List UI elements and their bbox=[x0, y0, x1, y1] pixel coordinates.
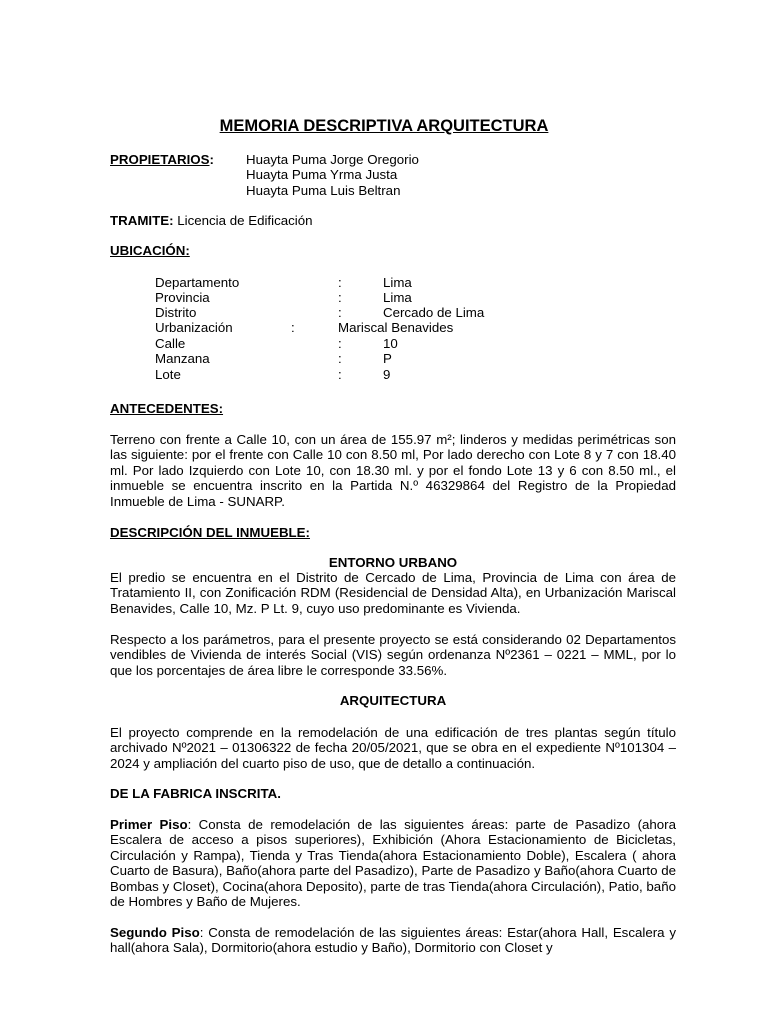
arquitectura-paragraph: El proyecto comprende en la remodelación de una edificación de tres plantas según título archivado Nº2021 – 01306322 de fecha 20/05/2021, que se obra en el expediente Nº101304 – 2024 y ampliación del cuarto piso de uso, que de detallo a continuación. bbox=[110, 725, 676, 771]
tramite-label: TRAMITE: bbox=[110, 213, 174, 228]
ubicacion-row bbox=[155, 320, 675, 335]
antecedentes-paragraph: Terreno con frente a Calle 10, con un área de 155.97 m²; linderos y medidas perimétricas son las siguiente: por el frente con Calle 10 con 8.50 ml, Por lado derecho con Lote 8 y 7 con 18.40 ml. Por lado Izquierdo con Lote 10, con 18.30 ml. y por el fondo Lote 13 y 6 con 8.50 ml., el inmueble se encuentra inscrito en la Partida N.º 46329864 del Registro de la Propiedad Inmueble de Lima - SUNARP. bbox=[110, 432, 676, 509]
ubicacion-row bbox=[155, 290, 675, 305]
ubicacion-row bbox=[155, 275, 675, 290]
ubicacion-row bbox=[155, 351, 675, 366]
ubicacion-value: 10 bbox=[383, 336, 398, 351]
document-title: MEMORIA DESCRIPTIVA ARQUITECTURA bbox=[219, 117, 549, 135]
primer-piso-label: Primer Piso bbox=[110, 817, 188, 832]
ubicacion-row bbox=[155, 336, 675, 351]
ubicacion-key: Urbanización bbox=[155, 320, 233, 335]
ubicacion-key: Calle bbox=[155, 336, 186, 351]
segundo-piso-text: : Consta de remodelación de las siguientes áreas: Estar(ahora Hall, Escalera y hall(ahora Sala), Dormitorio(ahora estudio y Baño), Dormitorio con Closet y bbox=[110, 925, 676, 956]
ubicacion-value: Lima bbox=[383, 275, 412, 290]
ubicacion-sep: : bbox=[338, 367, 342, 382]
tramite-line bbox=[110, 213, 313, 228]
primer-piso-text: : Consta de remodelación de las siguientes áreas: parte de Pasadizo (ahora Escalera de acceso a pisos superiores), Exhibición (Ahora Estacionamiento de Bicicletas, Circulación y Rampa), Tienda y Tras Tienda(ahora Estacionamiento Doble), Escalera ( ahora Cuarto de Basura), Baño(ahora parte del Pasadizo), Parte de Pasadizo y Baño(ahora Cuarto de Bombas y Closet), Cocina(ahora Deposito), parte de tras Tienda(ahora Circulación), Patio, baño de Hombres y Baño de Mujeres. bbox=[110, 817, 677, 910]
primer-piso-paragraph bbox=[110, 817, 676, 909]
descripcion-label: DESCRIPCIÓN DEL INMUEBLE: bbox=[110, 525, 310, 540]
ubicacion-value: Lima bbox=[383, 290, 412, 305]
entorno-urbano-paragraph: El predio se encuentra en el Distrito de Cercado de Lima, Provincia de Lima con área de Tratamiento II, con Zonificación RDM (Residencial de Densidad Alta), en Urbanización Mariscal Benavides, Calle 10, Mz. P Lt. 9, cuyo uso predominante es Vivienda. bbox=[110, 570, 676, 616]
parametros-paragraph: Respecto a los parámetros, para el presente proyecto se está considerando 02 Departamentos vendibles de Vivienda de interés Social (VIS) según ordenanza Nº2361 – 0221 – MML, por lo que los porcentajes de área libre le corresponde 33.56%. bbox=[110, 632, 676, 678]
fabrica-heading: DE LA FABRICA INSCRITA. bbox=[110, 786, 281, 801]
arquitectura-heading: ARQUITECTURA bbox=[339, 693, 447, 708]
ubicacion-key: Distrito bbox=[155, 305, 197, 320]
ubicacion-sep: : bbox=[338, 351, 342, 366]
tramite-value: Licencia de Edificación bbox=[177, 213, 313, 228]
entorno-urbano-heading: ENTORNO URBANO bbox=[328, 555, 458, 570]
segundo-piso-paragraph bbox=[110, 925, 676, 956]
propietarios-label-wrap bbox=[110, 152, 214, 167]
ubicacion-value: Cercado de Lima bbox=[383, 305, 485, 320]
ubicacion-label: UBICACIÓN: bbox=[110, 243, 190, 258]
ubicacion-sep: : bbox=[338, 290, 342, 305]
ubicacion-value: P bbox=[383, 351, 392, 366]
ubicacion-sep: : bbox=[338, 275, 342, 290]
ubicacion-row bbox=[155, 367, 675, 382]
propietario-name: Huayta Puma Luis Beltran bbox=[246, 183, 401, 198]
ubicacion-key: Provincia bbox=[155, 290, 210, 305]
antecedentes-label: ANTECEDENTES: bbox=[110, 401, 224, 416]
ubicacion-key: Departamento bbox=[155, 275, 240, 290]
segundo-piso-label: Segundo Piso bbox=[110, 925, 200, 940]
propietarios-label: PROPIETARIOS bbox=[110, 152, 210, 167]
ubicacion-value: 9 bbox=[383, 367, 391, 382]
propietarios-colon: : bbox=[209, 152, 214, 167]
ubicacion-row bbox=[155, 305, 675, 320]
ubicacion-sep: : bbox=[338, 305, 342, 320]
ubicacion-sep: : bbox=[338, 336, 342, 351]
propietario-name: Huayta Puma Jorge Oregorio bbox=[246, 152, 419, 167]
ubicacion-sep: : bbox=[291, 320, 295, 335]
propietario-name: Huayta Puma Yrma Justa bbox=[246, 167, 398, 182]
ubicacion-key: Manzana bbox=[155, 351, 210, 366]
ubicacion-key: Lote bbox=[155, 367, 181, 382]
ubicacion-value: Mariscal Benavides bbox=[338, 320, 454, 335]
